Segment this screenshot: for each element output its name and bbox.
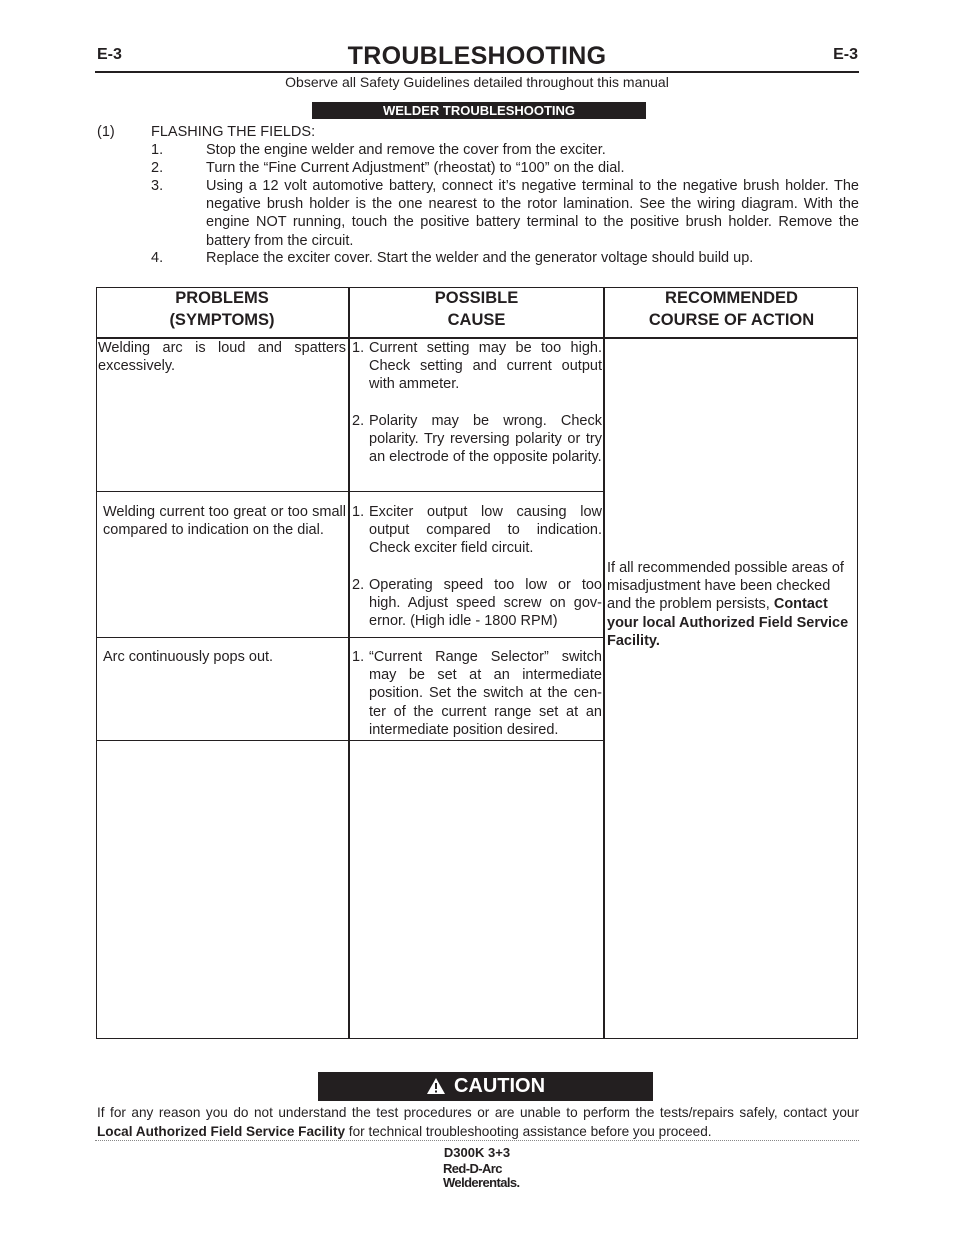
caution-text-bold: Local Authorized Field Service Facility xyxy=(97,1124,346,1139)
troubleshooting-table xyxy=(96,287,858,1039)
step-text: Turn the “Fine Current Adjustment” (rheostat) to “100” on the dial. xyxy=(206,160,625,176)
warning-triangle-icon xyxy=(426,1075,446,1104)
caution-title: CAUTION xyxy=(453,1075,546,1097)
page-title: TROUBLESHOOTING xyxy=(347,42,607,70)
step-number: 4. xyxy=(151,250,164,266)
cause-number: 1. xyxy=(352,649,365,665)
page-number-right: E-3 xyxy=(833,46,858,63)
cause-text: Operating speed too low or too high. Adjust speed screw on gov-ernor. (High idle - 1800 RPM) xyxy=(369,577,602,630)
header-line: CAUSE xyxy=(447,311,506,329)
step-number: 1. xyxy=(151,142,164,158)
footer-rule xyxy=(95,1140,859,1141)
problem-cell: Welding arc is loud and spatters excessively. xyxy=(98,340,346,375)
column-divider xyxy=(348,287,350,1039)
brand-line: Welderentals. xyxy=(443,1175,520,1190)
cause-number: 1. xyxy=(352,504,365,520)
step-text: Using a 12 volt automotive battery, connect it’s negative terminal to the negative brush holder. The negative brush holder is the one nearest to the rotor lamination. See the wiring diagram. With the engine NOT running, touch the positive battery terminal to the positive brush holder. Remove the battery from the circuit. xyxy=(206,178,859,249)
cause-text: Current setting may be too high. Check setting and current output with ammeter. xyxy=(369,340,602,393)
caution-text-part: for technical troubleshooting assistance before you proceed. xyxy=(345,1124,712,1139)
action-cell xyxy=(607,559,857,650)
cause-number: 2. xyxy=(352,413,365,429)
row-divider xyxy=(96,491,604,492)
cause-number: 2. xyxy=(352,577,365,593)
column-divider xyxy=(603,287,605,1039)
problem-cell: Arc continuously pops out. xyxy=(103,649,274,665)
title-rule xyxy=(95,71,859,73)
column-header-action xyxy=(605,287,858,338)
step-text: Replace the exciter cover. Start the welder and the generator voltage should build up. xyxy=(206,250,754,266)
caution-banner xyxy=(318,1072,653,1101)
step-number: 2. xyxy=(151,160,164,176)
column-header-cause xyxy=(350,287,603,338)
section-banner: WELDER TROUBLESHOOTING xyxy=(312,102,646,119)
action-text: If all recommended possible areas of misadjustment have been checked and the problem persists, xyxy=(607,560,844,613)
header-line: PROBLEMS xyxy=(175,289,269,307)
header-line: RECOMMENDED xyxy=(665,289,798,307)
cause-item xyxy=(352,648,602,739)
cause-text: Exciter output low causing low output compared to indication. Check exciter field circuit. xyxy=(369,504,602,557)
cause-item xyxy=(352,503,602,558)
brand-line: Red-D-Arc xyxy=(443,1161,502,1176)
header-line: COURSE OF ACTION xyxy=(648,311,815,329)
cause-item xyxy=(352,412,602,467)
cause-number: 1. xyxy=(352,340,365,356)
row-divider xyxy=(96,740,604,741)
page-number-left: E-3 xyxy=(97,46,122,63)
action-contact-text: Contact your local Authorized Field Service Facility. xyxy=(607,596,849,649)
problem-cell: Welding current too great or too small compared to indication on the dial. xyxy=(103,504,346,539)
header-line: (SYMPTOMS) xyxy=(169,311,275,329)
row-divider xyxy=(96,637,604,638)
cause-text: “Current Range Selector” switch may be set at an intermediate position. Set the switch at the cen-ter of the current range set at an intermediate position desired. xyxy=(369,649,602,738)
caution-text-part: If for any reason you do not understand the test procedures or are unable to perform the tests/repairs safely, contact your xyxy=(97,1105,859,1120)
cause-item xyxy=(352,339,602,394)
safety-note: Observe all Safety Guidelines detailed throughout this manual xyxy=(285,74,669,90)
header-line: POSSIBLE xyxy=(434,289,519,307)
column-header-problems xyxy=(96,287,348,338)
procedure-number: (1) xyxy=(97,124,115,140)
procedure-title: FLASHING THE FIELDS: xyxy=(151,124,316,140)
model-label: D300K 3+3 xyxy=(443,1145,511,1160)
brand-logo xyxy=(443,1162,520,1190)
step-text: Stop the engine welder and remove the cover from the exciter. xyxy=(206,142,606,158)
cause-text: Polarity may be wrong. Check polarity. Try reversing polarity or try an electrode of the opposite polarity. xyxy=(369,413,602,466)
caution-text xyxy=(97,1103,859,1141)
step-number: 3. xyxy=(151,178,164,194)
cause-item xyxy=(352,576,602,631)
